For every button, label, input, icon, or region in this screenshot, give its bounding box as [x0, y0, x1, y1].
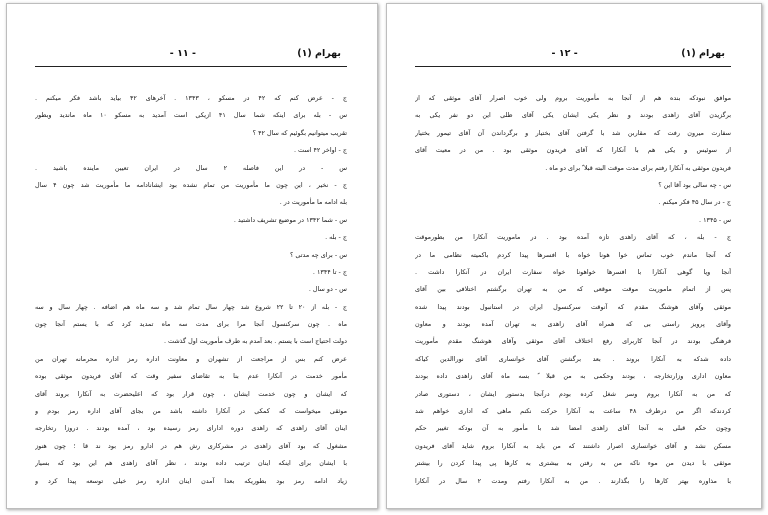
text-line: ماه . چون سرکنسول آنجا مرا برای مدت سه ماه تمدید کرد که با یستم آنجا چون [35, 320, 347, 329]
text-line: ج - عرض کنم که ۴۲ در مسکو ، ۱۳۴۳ . آخرهای ۴۲ بیاید باشد فکر میکنم . [35, 94, 347, 102]
text-line: اینان آقای زاهدی که زاهدی دوره ادارای رمز رسیده بود ، آمده بودند . دروزا رتخارجه [35, 424, 347, 433]
text-line: کردندکه اگر من درظرف ۴۸ ساعت به آنکارا حرکت نکنم ماهی که اداری خواهم شد [415, 407, 731, 416]
header-title: بهرام (۱) [681, 48, 725, 59]
page-body [35, 90, 347, 490]
text-line: که ایشان و چون خدمت ایشان ، چون قرار بود که اعلیحضرت به آنکارا بروند آقای [35, 389, 347, 398]
text-line: که من به آنکارا بروم وسر شغل کرده بودم درآنجا بدستور ایشان ، دستوری صادر [415, 389, 731, 398]
text-line: زیاد ادامه رمز بود بطوریکه بعدا آمدن اینان اداره رمز خیلی توسعه پیدا کرد و [35, 476, 347, 485]
text-line: س - برای چه مدتی ؟ [290, 250, 347, 259]
text-line: با ایشان برای اینکه اینان ترتیب داده بودند ، نظر آقای زاهدی هم این بود که بسیار [35, 459, 347, 468]
text-line: عرض کنم بس از مراجعت از تشهران و معاونت اداره رمز اداره محرمانه تهران من [35, 354, 347, 363]
text-line: ج - بله ، که آقای زاهدی تازه آمده بود . در ماموریت آنکارا من بطورموقت [415, 233, 731, 242]
text-line: فریدون موثقی به آنکارا رفتم برای مدت موقت البته قبلا ً برای دو ماه . [545, 163, 731, 172]
text-line: موثقی میخواست که کمکی در آنکارا داشته باشد من بجای آقای اداره رمز بودم و [35, 407, 347, 416]
text-line: سفارت میرون رفت که مقاربن شد با گرفتن آقای بختیار و برگرداندن آن آقای تیمور بختیار [415, 128, 731, 137]
text-line: موافق نبودکه بنده هم از آنجا به مأموریت بروم ولی خوب اصرار آقای موثقی که از [415, 94, 731, 102]
text-line: برگزیدن آقای زاهدی بودند و نظر یکی ایشان یکی آقای ظلی این دو نفر یکی به [415, 111, 731, 120]
document-page-left [6, 3, 378, 509]
header-divider [35, 66, 347, 67]
text-line: ج - اواخر ۴۲ است . [293, 146, 347, 155]
text-line: تقریب میتوانیم بگوئیم که سال ۴۲ ؟ [252, 128, 347, 137]
text-line: معاون اداری وزارتخارجه ، بودند وحکمی به من قبلا ً بسه ماه آقای زاهدی داده بودند [415, 372, 731, 381]
text-line: ج - نخیر ، این چون ما مأموریت من تمام نشده بود ایشانادامه ما مأموریت شد چون ۴ سال [35, 180, 347, 189]
text-line: مأمور خدمت در آنکارا عدم بنا به تقاضای سفیر وقت که آقای فریدون موثقی بوده [35, 372, 347, 381]
text-line: ج - تا ۱۳۴۴ . [312, 267, 347, 276]
page-header [387, 48, 761, 62]
text-line: ج - در سال ۴۵ فکر میکنم . [658, 198, 731, 207]
text-line: س - در این فاصله ۲ سال در ایران تعیین ماینده باشید . [35, 163, 347, 172]
text-line: مسکن نشد و آقای خوانساری اصرار داشتند که من باید به آنکارا بروم شاید آقای فریدون [415, 441, 731, 450]
text-line: مشغول که بود آقای زاهدی در مشرکاری رش هم در ادارو رمز بود ند قا ؛ چون هنوز [35, 441, 347, 450]
page-header [7, 48, 377, 62]
page-number: - ۱۲ - [551, 48, 578, 59]
text-line: با مذاوره بهتر کارها را بگذارند . من به آنکارا رفتم ومدت ۲ سال در آنکارا [415, 476, 731, 485]
text-line: وچون حکم قبلی به آنجا آقای زاهدی امضا شد با مأمور به آن بودکه تغییر حکم [415, 424, 731, 433]
text-line: موثقی وآقای هوشنگ مقدم که آنوقت سرکنسول ایران در استانبول بودند پیدا شده [415, 302, 731, 311]
text-line: که آنجا ماندم خوب تماس خوا هونا خواه با افسرها پیدا کردم باکمیته نظامی ما در [415, 250, 731, 259]
page-body [415, 90, 731, 490]
text-line: س - ۱۳۴۵ . [699, 215, 731, 224]
text-line: پس از اتمام ماموریت موقت موقعی که من به تهران برگشتم اختلافی بین آقای [415, 285, 731, 294]
text-line: س - دو سال . [308, 285, 347, 294]
text-line: س - شما ۱۳۴۲ در موضیع تشریف داشتید . [233, 215, 347, 224]
header-title: بهرام (۱) [297, 48, 341, 59]
text-line: از سوئیس و یکی هم با آنکارا که آقای فریدون موثقی بود . من در معیت آقای [415, 146, 731, 155]
text-line: آنجا ویا گوهی آنکارا با افسرها خواهونا خواه سفارت ایران در آنکارا داشت . [415, 267, 731, 276]
text-line: فرهنگی بودند در آنجا کاربرای رفع اختلاف آقای موثقی وآقای هوشنگ مقدم مأموریت [415, 337, 731, 346]
text-line: س - چه سالی بود آقا این ؟ [658, 180, 731, 189]
text-line: وآقای پرویز راستی بی که همراه آقای زاهدی به تهران آمده بودند و معاون [415, 320, 731, 329]
text-line: موثقی با دیدن من موء ناکه من به رفتن به بیشتری به کارها پی پیدا کردن را بیشتر [415, 459, 731, 468]
text-line: بله ادامه ما مأموریت در . [279, 198, 347, 207]
text-line: ج - بله . [325, 233, 347, 242]
text-line: ج - بله از ۲۰ تا ۲۲ شروع شد چهار سال تمام شد و سه ماه هم اضافه . چهار سال و سه [35, 302, 347, 311]
header-divider [415, 66, 731, 67]
text-line: دولت احتیاج است با یستم . بعد آمدم به طرف مأموریت اول گذشت . [163, 337, 347, 346]
text-line: س - بله برای اینکه شما سال ۴۱ ازیکی است آمدید به مسکو ۱۰ ماه ماندید وبطور [35, 111, 347, 120]
page-number: - ۱۱ - [169, 48, 196, 59]
document-page-right [386, 3, 762, 509]
text-line: داده شدکه به آنکارا بروند . بعد برگشتن آقای خوانساری آقای نوراالدین کیاکه [415, 354, 731, 363]
